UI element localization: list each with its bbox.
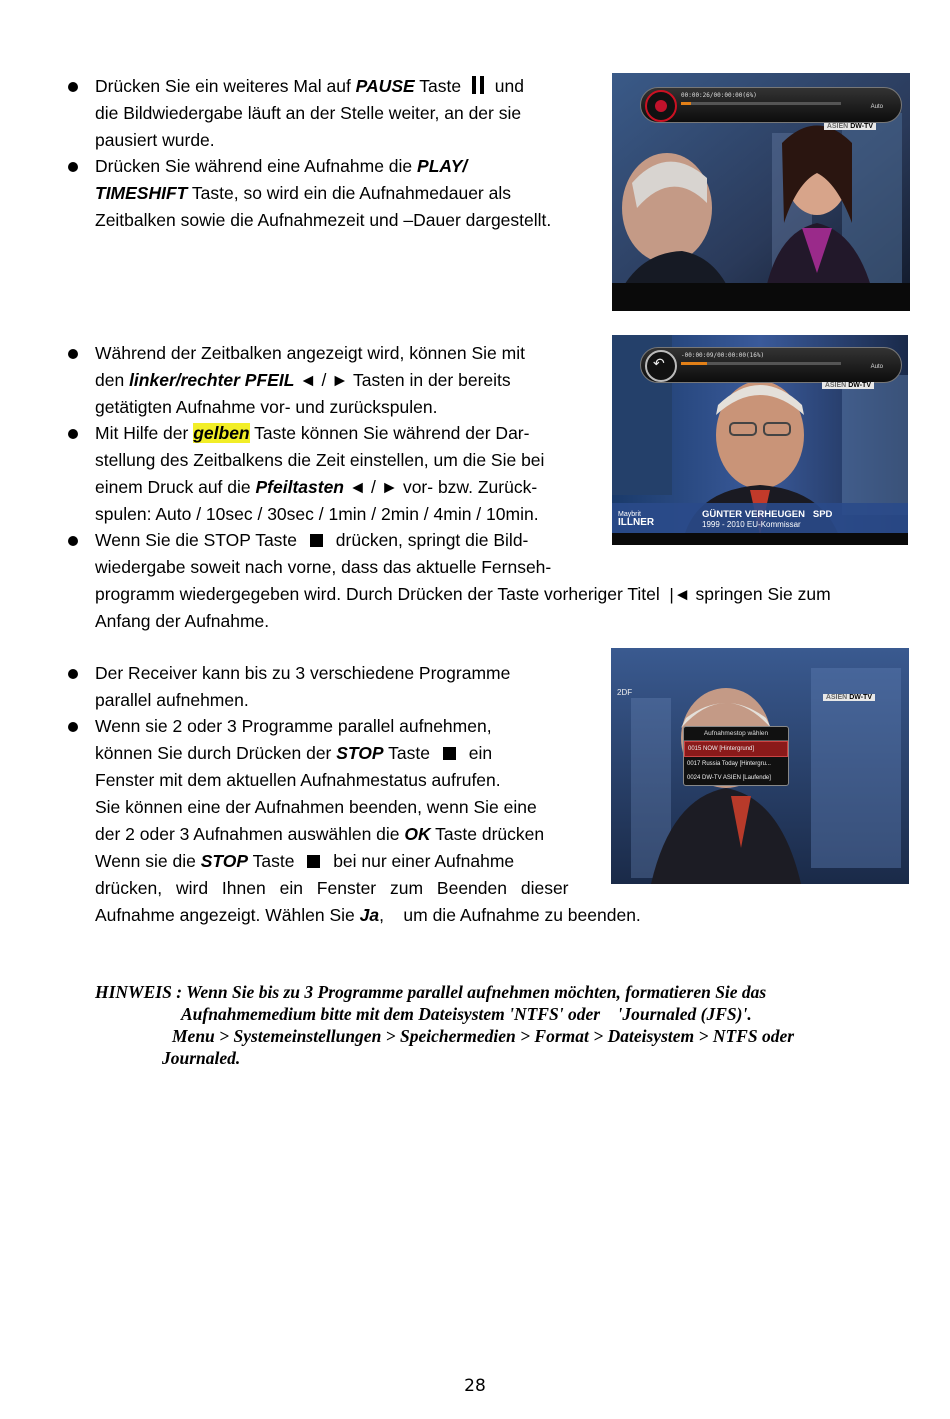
record-icon [645, 90, 677, 122]
bullet [68, 669, 78, 679]
timeshift-osd-bar [640, 347, 902, 383]
rewind-icon: ↶ [645, 350, 677, 382]
channel-logo: ASIEN DW-TV [823, 694, 875, 701]
channel-logo: ASIEN DW-TV [822, 382, 874, 389]
channel-logo: ASIEN DW-TV [824, 123, 876, 130]
show-logo: Maybrit ILLNER [618, 511, 655, 528]
text-line: getätigten Aufnahme vor- und zurückspulen. [95, 397, 438, 417]
note-line: Aufnahmemedium bitte mit dem Dateisystem 'NTFS' oder 'Journaled (JFS)'. [181, 1004, 752, 1024]
osd-mode: Auto [870, 104, 883, 110]
stop-icon [310, 534, 323, 547]
text-line: spulen: Auto / 10sec / 30sec / 1min / 2min / 4min / 10min. [95, 504, 539, 524]
text-line: programm wiedergegeben wird. Durch Drücken der Taste vorheriger Titel |◄ springen Sie zum [95, 581, 831, 608]
lower-third: GÜNTER VERHEUGEN SPD 1999 - 2010 EU-Kommissar [702, 509, 833, 529]
bullet [68, 722, 78, 732]
dialog-item[interactable]: 0017 Russia Today [Hintergru... [687, 761, 771, 767]
bullet [68, 536, 78, 546]
osd-time: -00:00:09/00:00:00(16%) [681, 352, 765, 359]
note-line: Journaled. [162, 1048, 241, 1068]
text-line: pausiert wurde. [95, 130, 215, 150]
text-line: wiedergabe soweit nach vorne, dass das aktuelle Fernseh- [95, 557, 552, 577]
bullet [68, 162, 78, 172]
page-number: 28 [464, 1376, 486, 1396]
text-line: einem Druck auf die Pfeiltasten ◄ / ► vor- bzw. Zurück- [95, 477, 538, 497]
bullet [68, 429, 78, 439]
stop-recording-dialog [683, 726, 789, 786]
dialog-title: Aufnahmestop wählen [684, 727, 788, 741]
text-line: den linker/rechter PFEIL ◄ / ► Tasten in der bereits [95, 370, 511, 390]
text-line: der 2 oder 3 Aufnahmen auswählen die OK Taste drücken [95, 824, 545, 844]
timeshift-osd-bar [640, 87, 902, 123]
text-line: parallel aufnehmen. [95, 690, 249, 710]
note-line: Menu > Systemeinstellungen > Speichermedien > Format > Dateisystem > NTFS oder [172, 1026, 795, 1046]
tv-screenshot-stop-dialog [611, 648, 909, 884]
text-line: Aufnahme angezeigt. Wählen Sie Ja, um die Aufnahme zu beenden. [95, 905, 641, 925]
progress-bar [681, 102, 841, 105]
osd-mode: Auto [870, 364, 883, 370]
tv-screenshot-timeshift [612, 73, 910, 311]
dialog-item[interactable]: 0024 DW-TV ASIEN [Laufende] [687, 775, 771, 781]
dialog-item[interactable]: 0015 NOW [Hintergrund] [684, 741, 788, 757]
stop-icon [307, 855, 320, 868]
bullet [68, 349, 78, 359]
note-line: HINWEIS : Wenn Sie bis zu 3 Programme parallel aufnehmen möchten, formatieren Sie das [95, 982, 767, 1002]
text-line: TIMESHIFT Taste, so wird ein die Aufnahmedauer als [95, 183, 511, 203]
zdf-logo: 2DF [617, 688, 633, 697]
progress-bar [681, 362, 841, 365]
text-line: Mit Hilfe der gelben Taste können Sie während der Dar- [95, 423, 530, 443]
text-line: Wenn Sie die STOP Taste drücken, springt die Bild- [95, 530, 529, 550]
text-line: Fenster mit dem aktuellen Aufnahmestatus aufrufen. [95, 770, 501, 790]
text-line: Während der Zeitbalken angezeigt wird, können Sie mit [95, 343, 525, 363]
tv-screenshot-seek [612, 335, 908, 545]
text-line: Der Receiver kann bis zu 3 verschiedene Programme [95, 663, 511, 683]
text-line: drücken, wird Ihnen ein Fenster zum Beenden dieser [95, 878, 569, 898]
bullet [68, 82, 78, 92]
text-line: können Sie durch Drücken der STOP Taste ein [95, 743, 493, 763]
text-line: Drücken Sie während eine Aufnahme die PLAY/ [95, 156, 468, 176]
osd-time: 00:00:26/00:00:00(6%) [681, 92, 757, 99]
text-line: Zeitbalken sowie die Aufnahmezeit und –Dauer dargestellt. [95, 210, 552, 230]
text-line: Wenn sie die STOP Taste bei nur einer Aufnahme [95, 851, 515, 871]
text-line: Wenn sie 2 oder 3 Programme parallel aufnehmen, [95, 716, 492, 736]
stop-icon [443, 747, 456, 760]
text-line: Sie können eine der Aufnahmen beenden, wenn Sie eine [95, 797, 537, 817]
previous-track-icon: |◄ [664, 585, 691, 604]
pause-icon [470, 76, 486, 94]
text-line: die Bildwiedergabe läuft an der Stelle weiter, an der sie [95, 103, 522, 123]
text-line: stellung des Zeitbalkens die Zeit einstellen, um die Sie bei [95, 450, 545, 470]
text-line: Anfang der Aufnahme. [95, 611, 270, 631]
text-line: Drücken Sie ein weiteres Mal auf PAUSE Taste und [95, 76, 524, 96]
